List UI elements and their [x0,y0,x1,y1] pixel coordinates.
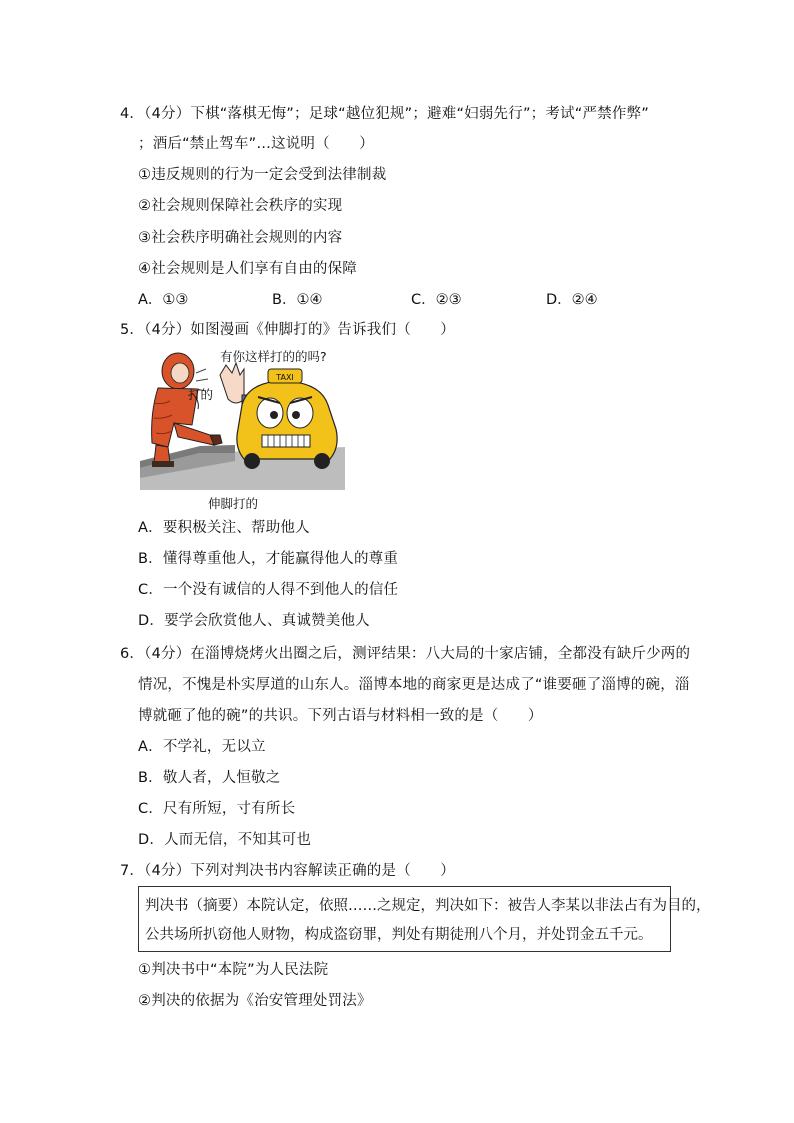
q4-item-4: ④社会规则是人们享有自由的保障 [138,261,357,277]
judgment-line-2: 公共场所扒窃他人财物，构成盗窃罪，判处有期徒刑八个月，并处罚金五千元。 [145,927,653,943]
q7-stem: 7．（4分）下列对判决书内容解读正确的是（ ） [120,863,455,879]
q7-item-1: ①判决书中“本院”为人民法院 [138,962,329,978]
q6-option-d: D．人而无信，不知其可也 [138,832,312,848]
comic-illustration [140,343,345,490]
q6-stem-line3: 博就砸了他的碗”的共识。下列古语与材料相一致的是（ ） [138,708,543,724]
q4-stem-line2: ；酒后“禁止驾车”…这说明（ ） [138,136,374,152]
taxi-sign: TAXI [276,373,294,382]
taxi-icon [237,369,337,469]
q4-option-c: C．②③ [411,292,462,308]
q4-item-2: ②社会规则保障社会秩序的实现 [138,198,343,214]
comic-caption: 伸脚打的 [208,496,259,511]
q6-option-b: B．敬人者，人恒敬之 [138,770,281,786]
q5-option-c: C．一个没有诚信的人得不到他人的信任 [138,582,399,598]
q5-option-b: B．懂得尊重他人，才能赢得他人的尊重 [138,551,399,567]
q5-option-a: A．要积极关注、帮助他人 [138,520,310,536]
q4-item-1: ①违反规则的行为一定会受到法律制裁 [138,167,387,183]
q5-option-d: D．要学会欣赏他人、真诚赞美他人 [138,613,370,629]
q4-item-3: ③社会秩序明确社会规则的内容 [138,230,343,246]
q5-stem: 5．（4分）如图漫画《伸脚打的》告诉我们（ ） [120,322,455,338]
q4-option-b: B．①④ [272,292,323,308]
comic-side-label: 打的 [188,387,214,402]
comic-speech-text: 有你这样打的的吗? [220,349,327,364]
judgment-excerpt-box [138,886,711,952]
comic-drawing [140,343,345,490]
judgment-line-1: 判决书（摘要）本院认定，依照……之规定，判决如下：被告人李某以非法占有为目的， [145,898,711,914]
q6-stem-line2: 情况，不愧是朴实厚道的山东人。淄博本地的商家更是达成了“谁要砸了淄博的碗，淄 [138,677,690,693]
q6-stem-line1: 6．（4分）在淄博烧烤火出圈之后，测评结果：八大局的十家店铺，全都没有缺斤少两的 [120,646,691,662]
q4-stem-line1: 4．（4分）下棋“落棋无悔”；足球“越位犯规”；避难“妇弱先行”；考试“严禁作弊” [120,106,649,122]
q7-item-2: ②判决的依据为《治安管理处罚法》 [138,993,372,1009]
q4-option-a: A．①③ [138,292,189,308]
q6-option-c: C．尺有所短，寸有所长 [138,801,296,817]
q4-option-d: D．②④ [546,292,598,308]
q6-option-a: A．不学礼，无以立 [138,739,266,755]
